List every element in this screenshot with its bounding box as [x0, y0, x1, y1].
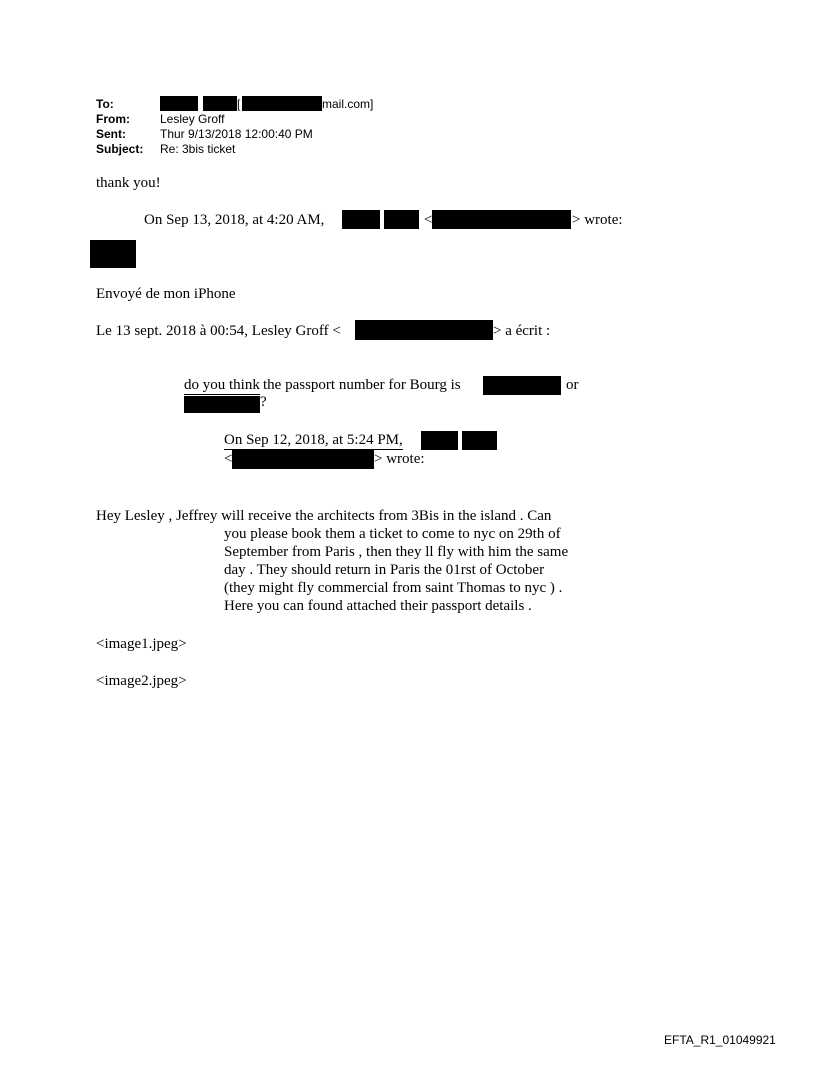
redaction-block [90, 240, 136, 268]
hey-line: you please book them a ticket to come to nyc on 29th of [224, 526, 561, 542]
from-label: From: [96, 112, 130, 126]
hey-line: September from Paris , then they ll fly with him the same [224, 544, 569, 560]
redaction-block [160, 96, 198, 111]
envoye-text: Envoyé de mon iPhone [96, 286, 236, 302]
redaction-block [342, 210, 380, 229]
attachment-image1: <image1.jpeg> [96, 636, 187, 652]
hey-line: Here you can found attached their passport details . [224, 598, 532, 614]
attachment-image2: <image2.jpeg> [96, 673, 187, 689]
document-id: EFTA_R1_01049921 [664, 1033, 776, 1047]
hey-line: (they might fly commercial from saint Thomas to nyc ) . [224, 580, 563, 596]
redaction-block [421, 431, 458, 450]
reply-text: thank you! [96, 175, 161, 191]
to-label: To: [96, 97, 114, 111]
redaction-block [462, 431, 497, 450]
hey-line: Hey Lesley , Jeffrey will receive the architects from 3Bis in the island . Can [96, 508, 552, 524]
redaction-block [203, 96, 237, 111]
redaction-block [184, 396, 260, 413]
quote3-line1: On Sep 12, 2018, at 5:24 PM, [224, 432, 403, 448]
from-value: Lesley Groff [160, 112, 225, 126]
subject-value: Re: 3bis ticket [160, 142, 236, 156]
redaction-block [355, 320, 493, 340]
redaction-block [483, 376, 561, 395]
passport-question-underlined: do you think [184, 377, 260, 393]
quote1-prefix: On Sep 13, 2018, at 4:20 AM, [144, 212, 325, 228]
passport-or: or [566, 377, 579, 393]
to-bracket: [ [237, 97, 241, 111]
redaction-block [242, 96, 322, 111]
quote3-lt: < [224, 451, 233, 467]
redaction-block [432, 210, 571, 229]
quote3-wrote: > wrote: [374, 451, 425, 467]
to-value-tail: mail.com] [322, 97, 374, 111]
le13-suffix: > a écrit : [493, 323, 551, 339]
sent-value: Thur 9/13/2018 12:00:40 PM [160, 127, 313, 141]
subject-label: Subject: [96, 142, 144, 156]
le13-prefix: Le 13 sept. 2018 à 00:54, Lesley Groff < [96, 323, 341, 339]
hey-line: day . They should return in Paris the 01rst of October [224, 562, 545, 578]
redaction-block [232, 450, 374, 469]
passport-question: the passport number for Bourg is [263, 377, 461, 393]
passport-qmark: ? [260, 394, 267, 410]
redaction-block [384, 210, 419, 229]
quote1-lt: < [424, 212, 433, 228]
quote1-suffix: > wrote: [572, 212, 623, 228]
sent-label: Sent: [96, 127, 126, 141]
